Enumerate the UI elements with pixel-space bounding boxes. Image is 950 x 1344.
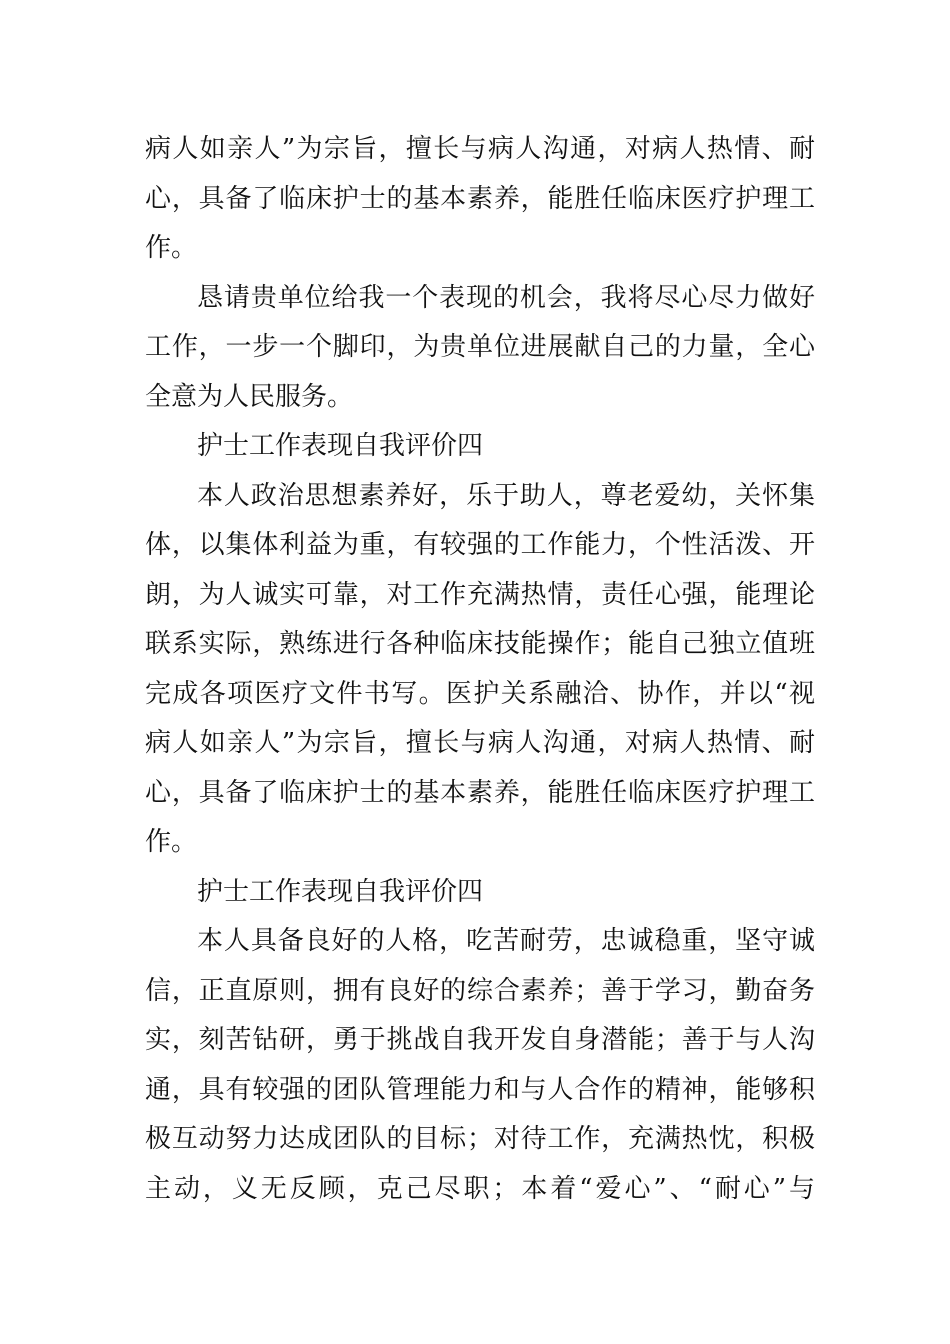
section-heading: 护士工作表现自我评价四: [197, 876, 484, 907]
text-line: 作。: [145, 827, 198, 857]
text-line: 心，具备了临床护士的基本素养，能胜任临床医疗护理工: [145, 183, 815, 214]
text-line: 实，刻苦钻研，勇于挑战自我开发自身潜能；善于与人沟: [145, 1025, 815, 1055]
paragraph-first-line: 本人具备良好的人格，吃苦耐劳，忠诚稳重，坚守诚: [197, 926, 815, 956]
text-line: 联系实际，熟练进行各种临床技能操作；能自己独立值班: [145, 629, 815, 659]
text-line: 全意为人民服务。: [145, 381, 354, 412]
text-line: 主动，义无反顾，克己尽职；本着“爱心”、“耐心”与: [145, 1173, 815, 1204]
text-line: 朗，为人诚实可靠，对工作充满热情，责任心强，能理论: [145, 579, 815, 610]
paragraph-first-line: 恳请贵单位给我一个表现的机会，我将尽心尽力做好: [197, 282, 815, 313]
text-line: 工作，一步一个脚印，为贵单位进展献自己的力量，全心: [145, 332, 815, 362]
text-line: 心，具备了临床护士的基本素养，能胜任临床医疗护理工: [145, 777, 815, 808]
text-line: 病人如亲人”为宗旨，擅长与病人沟通，对病人热情、耐: [145, 728, 815, 758]
text-line: 完成各项医疗文件书写。医护关系融洽、协作，并以“视: [145, 678, 815, 709]
text-line: 信，正直原则，拥有良好的综合素养；善于学习，勤奋务: [145, 975, 815, 1006]
document-body: [145, 125, 815, 1214]
text-line: 病人如亲人”为宗旨，擅长与病人沟通，对病人热情、耐: [145, 134, 815, 164]
text-line: 作。: [145, 233, 198, 263]
paragraph-first-line: 本人政治思想素养好，乐于助人，尊老爱幼，关怀集: [197, 480, 815, 511]
text-line: 通，具有较强的团队管理能力和与人合作的精神，能够积: [145, 1074, 815, 1105]
text-line: 极互动努力达成团队的目标；对待工作，充满热忱，积极: [145, 1124, 815, 1154]
section-heading: 护士工作表现自我评价四: [197, 431, 484, 461]
text-line: 体，以集体利益为重，有较强的工作能力，个性活泼、开: [145, 530, 815, 560]
